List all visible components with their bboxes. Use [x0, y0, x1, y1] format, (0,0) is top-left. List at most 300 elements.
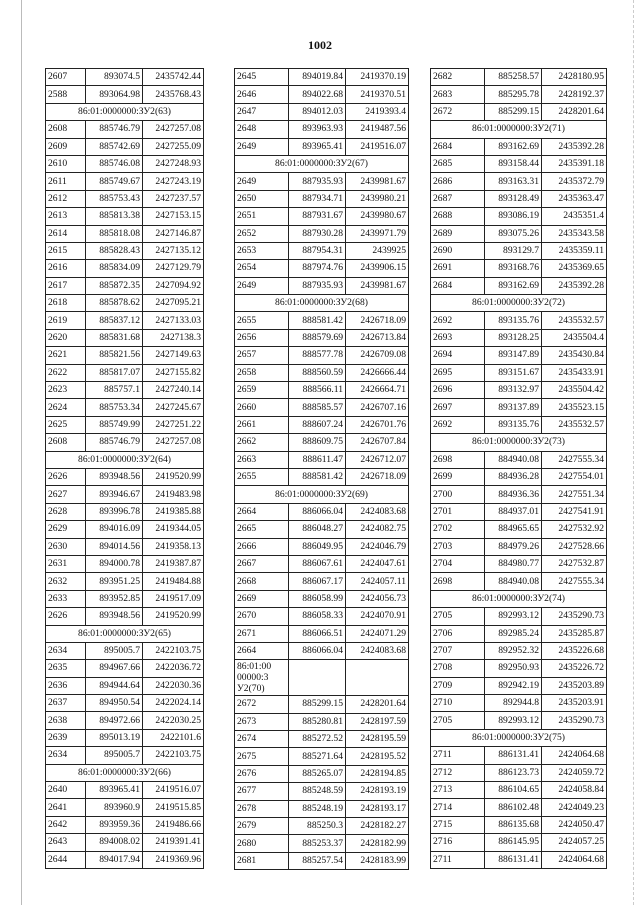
point-number: 2708 — [431, 660, 485, 677]
x-coordinate: 888581.42 — [289, 312, 346, 329]
y-coordinate: 2439971.79 — [346, 225, 409, 242]
y-coordinate: 2427554.01 — [542, 468, 607, 485]
table-row — [46, 816, 204, 833]
point-number: 2712 — [431, 764, 485, 781]
table-row — [46, 69, 204, 86]
point-number: 2696 — [431, 382, 485, 399]
x-coordinate: 887974.76 — [289, 260, 346, 277]
point-number: 2625 — [46, 416, 86, 433]
point-number: 2611 — [46, 173, 86, 190]
y-coordinate: 2427541.91 — [542, 503, 607, 520]
point-number: 2641 — [46, 799, 86, 816]
point-number: 2616 — [46, 260, 86, 277]
y-coordinate: 2427240.14 — [143, 382, 204, 399]
table-row — [235, 503, 409, 520]
y-coordinate: 2422030.36 — [143, 677, 204, 694]
table-row — [46, 468, 204, 485]
x-coordinate: 886102.48 — [485, 799, 542, 816]
point-number: 2657 — [235, 347, 289, 364]
x-coordinate: 885272.52 — [289, 731, 346, 748]
table-row — [431, 260, 607, 277]
point-number: 2685 — [431, 155, 485, 172]
table-row — [431, 573, 607, 590]
x-coordinate: 892993.12 — [485, 608, 542, 625]
y-coordinate: 2435430.84 — [542, 347, 607, 364]
table-row — [235, 835, 409, 852]
x-coordinate: 885295.78 — [485, 86, 542, 103]
table-row — [235, 399, 409, 416]
y-coordinate: 2424056.73 — [346, 590, 409, 607]
point-number: 2635 — [46, 660, 86, 677]
x-coordinate: 887954.31 — [289, 242, 346, 259]
y-coordinate: 2428194.85 — [346, 765, 409, 782]
table-row — [235, 731, 409, 748]
table-row — [46, 590, 204, 607]
x-coordinate: 886067.17 — [289, 573, 346, 590]
x-coordinate: 893965.41 — [86, 782, 143, 799]
point-number: 2607 — [46, 69, 86, 86]
y-coordinate: 2419358.13 — [143, 538, 204, 555]
point-number: 2678 — [235, 800, 289, 817]
point-number: 2679 — [235, 818, 289, 835]
parcel-header-row — [431, 295, 607, 312]
table-row — [235, 800, 409, 817]
x-coordinate: 885817.07 — [86, 364, 143, 381]
y-coordinate: 2427555.34 — [542, 451, 607, 468]
x-coordinate: 894944.64 — [86, 677, 143, 694]
y-coordinate: 2419515.85 — [143, 799, 204, 816]
table-row — [235, 364, 409, 381]
y-coordinate: 2427255.09 — [143, 138, 204, 155]
x-coordinate: 885813.38 — [86, 208, 143, 225]
coordinate-table — [234, 68, 409, 870]
point-number: 2659 — [235, 382, 289, 399]
point-number: 2632 — [46, 573, 86, 590]
y-coordinate: 2422101.6 — [143, 729, 204, 746]
x-coordinate: 886048.27 — [289, 521, 346, 538]
point-number: 2660 — [235, 399, 289, 416]
table-row — [431, 382, 607, 399]
x-coordinate: 887935.93 — [289, 173, 346, 190]
point-number: 2647 — [235, 103, 289, 120]
parcel-header-row — [235, 295, 409, 312]
y-coordinate: 2424064.68 — [542, 747, 607, 764]
y-coordinate: 2427237.57 — [143, 190, 204, 207]
point-number: 2709 — [431, 677, 485, 694]
table-row — [431, 834, 607, 851]
x-coordinate: 886131.41 — [485, 851, 542, 868]
y-coordinate: 2435226.68 — [542, 642, 607, 659]
point-number: 2655 — [235, 312, 289, 329]
parcel-number: 86:01:0000000:ЗУ2(69) — [235, 486, 409, 503]
x-coordinate: 893074.5 — [86, 69, 143, 86]
y-coordinate: 2435504.42 — [542, 382, 607, 399]
y-coordinate: 2427243.19 — [143, 173, 204, 190]
x-coordinate: 888577.78 — [289, 347, 346, 364]
parcel-number: 86:01:0000000:ЗУ2(65) — [46, 625, 204, 642]
table-row — [431, 677, 607, 694]
table-row — [431, 277, 607, 294]
point-number: 2715 — [431, 816, 485, 833]
y-coordinate: 2422030.25 — [143, 712, 204, 729]
y-coordinate: 2435359.11 — [542, 242, 607, 259]
table-row — [431, 625, 607, 642]
point-number: 2636 — [46, 677, 86, 694]
point-number: 2681 — [235, 852, 289, 869]
table-row — [235, 312, 409, 329]
point-number: 2634 — [46, 747, 86, 764]
table-row — [431, 816, 607, 833]
x-coordinate: 884940.08 — [485, 573, 542, 590]
y-coordinate: 2424057.11 — [346, 573, 409, 590]
table-row — [431, 364, 607, 381]
point-number: 2655 — [235, 468, 289, 485]
point-number: 2694 — [431, 347, 485, 364]
point-number: 2664 — [235, 642, 289, 659]
point-number: 2666 — [235, 538, 289, 555]
point-number: 2674 — [235, 731, 289, 748]
y-coordinate: 2419370.19 — [346, 69, 409, 86]
table-row — [46, 712, 204, 729]
table-row — [235, 434, 409, 451]
y-coordinate: 2419487.56 — [346, 121, 409, 138]
point-number: 2683 — [431, 86, 485, 103]
parcel-header-row — [46, 103, 204, 120]
y-coordinate: 2419516.07 — [143, 782, 204, 799]
parcel-number: 86:01:0000000:ЗУ2(71) — [431, 121, 607, 138]
point-number: 2619 — [46, 312, 86, 329]
table-row — [235, 573, 409, 590]
x-coordinate: 886135.68 — [485, 816, 542, 833]
x-coordinate: 885821.56 — [86, 347, 143, 364]
parcel-header-row — [431, 729, 607, 746]
y-coordinate: 2424058.84 — [542, 782, 607, 799]
point-number: 2703 — [431, 538, 485, 555]
x-coordinate: 885299.15 — [289, 696, 346, 713]
y-coordinate: 2426713.84 — [346, 329, 409, 346]
table-row — [235, 538, 409, 555]
point-number: 2713 — [431, 782, 485, 799]
table-row — [46, 208, 204, 225]
table-row — [235, 329, 409, 346]
table-row — [235, 382, 409, 399]
table-row — [235, 468, 409, 485]
table-row — [46, 729, 204, 746]
table-row — [431, 103, 607, 120]
x-coordinate: 887934.71 — [289, 190, 346, 207]
table-row — [46, 86, 204, 103]
point-number: 2626 — [46, 468, 86, 485]
x-coordinate: 885258.57 — [485, 69, 542, 86]
table-row — [46, 225, 204, 242]
coordinate-table-column-1 — [45, 68, 204, 869]
table-row — [431, 242, 607, 259]
x-coordinate: 893162.69 — [485, 277, 542, 294]
point-number: 2644 — [46, 851, 86, 868]
y-coordinate: 2428183.99 — [346, 852, 409, 869]
table-row — [46, 364, 204, 381]
x-coordinate: 893965.41 — [289, 138, 346, 155]
table-row — [431, 468, 607, 485]
x-coordinate: 893158.44 — [485, 155, 542, 172]
x-coordinate: 893963.93 — [289, 121, 346, 138]
table-row — [46, 382, 204, 399]
x-coordinate: 888585.57 — [289, 399, 346, 416]
y-coordinate: 2427138.3 — [143, 329, 204, 346]
point-number: 2698 — [431, 451, 485, 468]
empty-cell — [289, 660, 346, 696]
table-row — [46, 312, 204, 329]
y-coordinate: 2424070.91 — [346, 608, 409, 625]
point-number: 2626 — [46, 608, 86, 625]
x-coordinate: 885834.09 — [86, 260, 143, 277]
x-coordinate: 894022.68 — [289, 86, 346, 103]
point-number: 2643 — [46, 834, 86, 851]
x-coordinate: 886066.04 — [289, 642, 346, 659]
table-row — [431, 329, 607, 346]
x-coordinate: 886058.99 — [289, 590, 346, 607]
y-coordinate: 2419369.96 — [143, 851, 204, 868]
y-coordinate: 2419385.88 — [143, 503, 204, 520]
table-row — [46, 242, 204, 259]
y-coordinate: 2427251.22 — [143, 416, 204, 433]
y-coordinate: 2435203.89 — [542, 677, 607, 694]
point-number: 2656 — [235, 329, 289, 346]
table-row — [431, 155, 607, 172]
x-coordinate: 894016.09 — [86, 521, 143, 538]
table-row — [431, 347, 607, 364]
x-coordinate: 885878.62 — [86, 295, 143, 312]
y-coordinate: 2435392.28 — [542, 277, 607, 294]
table-row — [431, 555, 607, 572]
parcel-number: 86:01:0000000:ЗУ2(63) — [46, 103, 204, 120]
table-row — [46, 782, 204, 799]
x-coordinate: 886066.04 — [289, 503, 346, 520]
scan-edge-right — [632, 0, 634, 905]
coordinate-table — [45, 68, 204, 869]
x-coordinate: 885753.34 — [86, 399, 143, 416]
coordinate-table-column-3 — [430, 68, 607, 869]
x-coordinate: 884980.77 — [485, 555, 542, 572]
table-row — [431, 503, 607, 520]
x-coordinate: 895005.7 — [86, 642, 143, 659]
table-row — [235, 103, 409, 120]
point-number: 2639 — [46, 729, 86, 746]
point-number: 2692 — [431, 312, 485, 329]
x-coordinate: 893162.69 — [485, 138, 542, 155]
x-coordinate: 893952.85 — [86, 590, 143, 607]
table-row — [431, 695, 607, 712]
point-number: 2664 — [235, 503, 289, 520]
point-number: 2615 — [46, 242, 86, 259]
point-number: 2638 — [46, 712, 86, 729]
y-coordinate: 2428193.17 — [346, 800, 409, 817]
x-coordinate: 886104.65 — [485, 782, 542, 799]
table-row — [431, 225, 607, 242]
y-coordinate: 2439981.67 — [346, 277, 409, 294]
table-row — [235, 748, 409, 765]
y-coordinate: 2428195.52 — [346, 748, 409, 765]
x-coordinate: 885257.54 — [289, 852, 346, 869]
table-row — [235, 765, 409, 782]
point-number: 2623 — [46, 382, 86, 399]
x-coordinate: 885248.19 — [289, 800, 346, 817]
point-number: 2649 — [235, 173, 289, 190]
table-row — [431, 312, 607, 329]
table-row — [46, 608, 204, 625]
point-number: 2680 — [235, 835, 289, 852]
y-coordinate: 2435203.91 — [542, 695, 607, 712]
table-row — [431, 747, 607, 764]
y-coordinate: 2427245.67 — [143, 399, 204, 416]
point-number: 2624 — [46, 399, 86, 416]
x-coordinate: 888566.11 — [289, 382, 346, 399]
point-number: 2716 — [431, 834, 485, 851]
point-number: 2686 — [431, 173, 485, 190]
y-coordinate: 2435351.4 — [542, 208, 607, 225]
x-coordinate: 888581.42 — [289, 468, 346, 485]
y-coordinate: 2422036.72 — [143, 660, 204, 677]
table-row — [235, 173, 409, 190]
y-coordinate: 2419370.51 — [346, 86, 409, 103]
point-number: 2663 — [235, 451, 289, 468]
x-coordinate: 885271.64 — [289, 748, 346, 765]
x-coordinate: 893163.31 — [485, 173, 542, 190]
y-coordinate: 2424083.68 — [346, 642, 409, 659]
x-coordinate: 885253.37 — [289, 835, 346, 852]
x-coordinate: 893959.36 — [86, 816, 143, 833]
point-number: 2677 — [235, 783, 289, 800]
point-number: 2617 — [46, 277, 86, 294]
point-number: 2669 — [235, 590, 289, 607]
point-number: 2618 — [46, 295, 86, 312]
y-coordinate: 2427094.92 — [143, 277, 204, 294]
table-row — [46, 121, 204, 138]
table-row — [235, 208, 409, 225]
y-coordinate: 2435532.57 — [542, 416, 607, 433]
point-number: 2672 — [431, 103, 485, 120]
scan-edge-left — [21, 0, 22, 905]
point-number: 2649 — [235, 138, 289, 155]
x-coordinate: 886058.33 — [289, 608, 346, 625]
y-coordinate: 2439980.21 — [346, 190, 409, 207]
table-row — [235, 713, 409, 730]
x-coordinate: 885746.79 — [86, 434, 143, 451]
x-coordinate: 894014.56 — [86, 538, 143, 555]
table-row — [235, 852, 409, 869]
point-number: 2650 — [235, 190, 289, 207]
table-row — [46, 260, 204, 277]
y-coordinate: 2428182.99 — [346, 835, 409, 852]
parcel-number: 86:01:0000000:ЗУ2(74) — [431, 590, 607, 607]
point-number: 2695 — [431, 364, 485, 381]
x-coordinate: 893086.19 — [485, 208, 542, 225]
x-coordinate: 884979.26 — [485, 538, 542, 555]
point-number: 2627 — [46, 486, 86, 503]
point-number: 2662 — [235, 434, 289, 451]
table-row — [46, 747, 204, 764]
point-number: 2702 — [431, 521, 485, 538]
table-row — [431, 799, 607, 816]
table-row — [431, 538, 607, 555]
x-coordinate: 893135.76 — [485, 312, 542, 329]
point-number: 2675 — [235, 748, 289, 765]
parcel-number: 86:01:00 00000:3 У2(70) — [235, 660, 289, 696]
point-number: 2588 — [46, 86, 86, 103]
table-row — [46, 834, 204, 851]
x-coordinate: 895013.19 — [86, 729, 143, 746]
point-number: 2704 — [431, 555, 485, 572]
y-coordinate: 2427528.66 — [542, 538, 607, 555]
y-coordinate: 2439925 — [346, 242, 409, 259]
y-coordinate: 2419483.98 — [143, 486, 204, 503]
y-coordinate: 2419520.99 — [143, 468, 204, 485]
table-row — [431, 190, 607, 207]
table-row — [235, 818, 409, 835]
table-row — [46, 799, 204, 816]
x-coordinate: 894950.54 — [86, 695, 143, 712]
x-coordinate: 893151.67 — [485, 364, 542, 381]
x-coordinate: 885746.79 — [86, 121, 143, 138]
y-coordinate: 2439980.67 — [346, 208, 409, 225]
point-number: 2610 — [46, 155, 86, 172]
x-coordinate: 885872.35 — [86, 277, 143, 294]
y-coordinate: 2435226.72 — [542, 660, 607, 677]
x-coordinate: 892993.12 — [485, 712, 542, 729]
point-number: 2614 — [46, 225, 86, 242]
x-coordinate: 885818.08 — [86, 225, 143, 242]
table-row — [46, 190, 204, 207]
x-coordinate: 893951.25 — [86, 573, 143, 590]
y-coordinate: 2435433.91 — [542, 364, 607, 381]
x-coordinate: 885746.08 — [86, 155, 143, 172]
point-number: 2608 — [46, 121, 86, 138]
y-coordinate: 2435391.18 — [542, 155, 607, 172]
y-coordinate: 2435742.44 — [143, 69, 204, 86]
table-row — [235, 696, 409, 713]
y-coordinate: 2435768.43 — [143, 86, 204, 103]
table-row — [431, 712, 607, 729]
x-coordinate: 884940.08 — [485, 451, 542, 468]
y-coordinate: 2428201.64 — [542, 103, 607, 120]
point-number: 2661 — [235, 416, 289, 433]
point-number: 2672 — [235, 696, 289, 713]
point-number: 2633 — [46, 590, 86, 607]
table-row — [235, 625, 409, 642]
table-row — [235, 555, 409, 572]
parcel-number: 86:01:0000000:ЗУ2(73) — [431, 434, 607, 451]
table-row — [235, 642, 409, 659]
y-coordinate: 2426664.71 — [346, 382, 409, 399]
point-number: 2665 — [235, 521, 289, 538]
x-coordinate: 885828.43 — [86, 242, 143, 259]
y-coordinate: 2424046.79 — [346, 538, 409, 555]
y-coordinate: 2419344.05 — [143, 521, 204, 538]
x-coordinate: 893064.98 — [86, 86, 143, 103]
table-row — [235, 416, 409, 433]
y-coordinate: 2428192.37 — [542, 86, 607, 103]
point-number: 2653 — [235, 242, 289, 259]
y-coordinate: 2424071.29 — [346, 625, 409, 642]
x-coordinate: 888607.24 — [289, 416, 346, 433]
point-number: 2642 — [46, 816, 86, 833]
table-row — [431, 208, 607, 225]
point-number: 2629 — [46, 521, 86, 538]
y-coordinate: 2419516.07 — [346, 138, 409, 155]
parcel-header-row — [46, 625, 204, 642]
point-number: 2707 — [431, 642, 485, 659]
parcel-number: 86:01:0000000:ЗУ2(72) — [431, 295, 607, 312]
